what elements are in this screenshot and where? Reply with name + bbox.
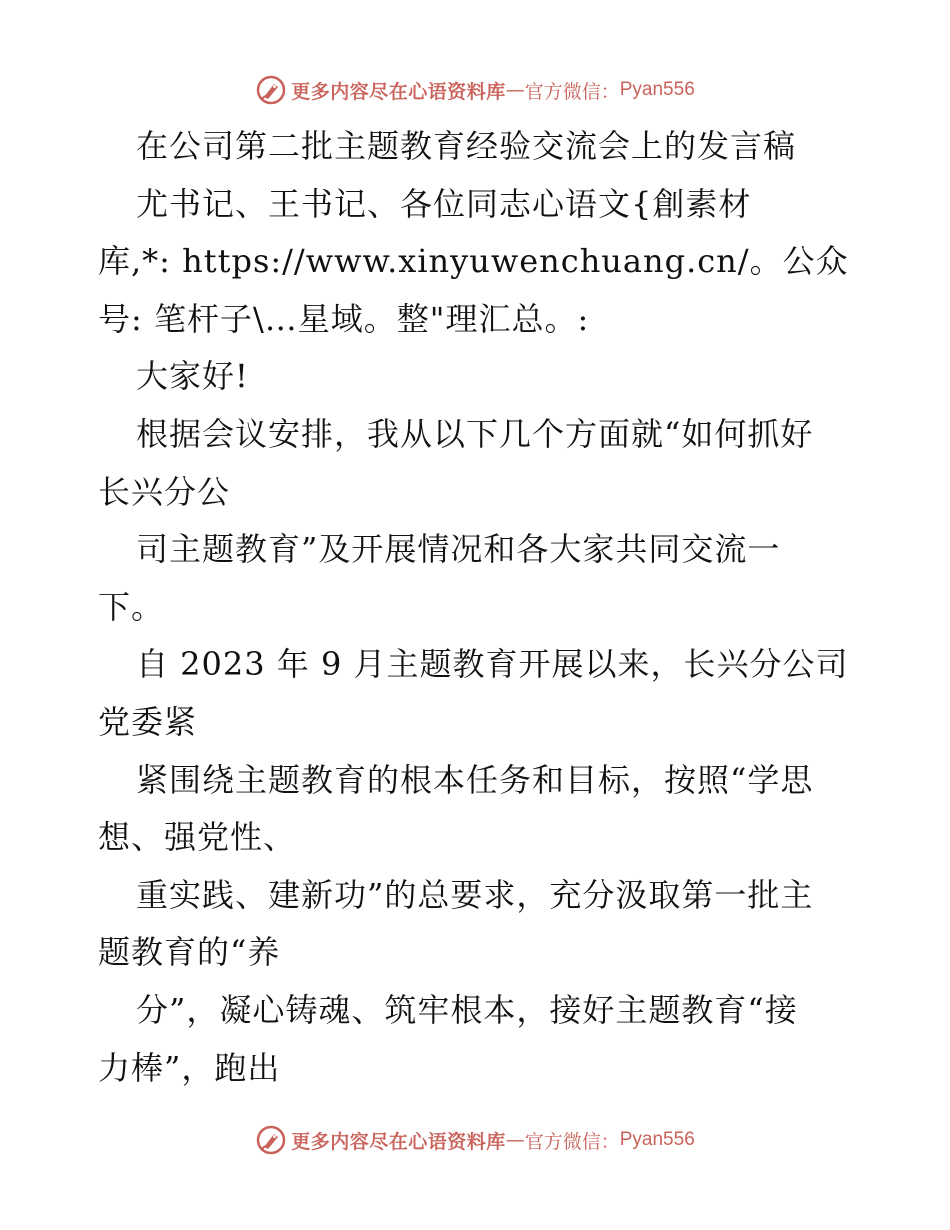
text-line: 重实践、建新功”的总要求，充分汲取第一批主 (136, 875, 814, 914)
text-line: 题教育的“养 (98, 933, 281, 972)
document-body (98, 118, 878, 1097)
text-line: 下。 (98, 587, 165, 626)
banner-wechat-label: 官方微信： (524, 1130, 620, 1153)
text-line: 自 2023 年 9 月主题教育开展以来，长兴分公司 (136, 645, 849, 684)
text-line: 党委紧 (98, 702, 198, 741)
banner-wechat-id: Pyan556 (619, 1129, 695, 1150)
text-line: 在公司第二批主题教育经验交流会上的发言稿 (136, 127, 797, 165)
header-banner (0, 70, 950, 110)
banner-wechat-id: Pyan556 (619, 79, 695, 100)
pen-nib-logo-icon (255, 74, 287, 106)
text-line: 力棒”，跑出 (98, 1048, 281, 1087)
text-line: 长兴分公 (98, 472, 231, 511)
pen-nib-logo-icon (255, 1124, 287, 1156)
text-line: 分”，凝心铸魂、筑牢根本，接好主题教育“接 (136, 990, 798, 1029)
banner-main-text: 更多内容尽在心语资料库 (291, 80, 506, 103)
text-line: 想、强党性、 (98, 818, 297, 857)
banner-main-text: 更多内容尽在心语资料库 (291, 1130, 506, 1153)
text-line: 库,*: https://www.xinyuwenchuang.cn/。公众 (98, 242, 849, 281)
banner-dash: — (505, 79, 525, 101)
text-line: 司主题教育”及开展情况和各大家共同交流一 (136, 530, 781, 569)
footer-banner (0, 1120, 950, 1160)
text-line: 根据会议安排，我从以下几个方面就“如何抓好 (136, 414, 814, 453)
text-line: 尤书记、王书记、各位同志心语文{創素材 (136, 184, 752, 223)
banner-dash: — (505, 1129, 525, 1151)
banner-wechat-label: 官方微信： (524, 80, 620, 103)
text-line: 紧围绕主题教育的根本任务和目标，按照“学思 (136, 760, 814, 799)
text-line: 号: 笔杆子\…星域。整"理汇总。: (98, 299, 590, 338)
text-line: 大家好! (136, 357, 249, 396)
